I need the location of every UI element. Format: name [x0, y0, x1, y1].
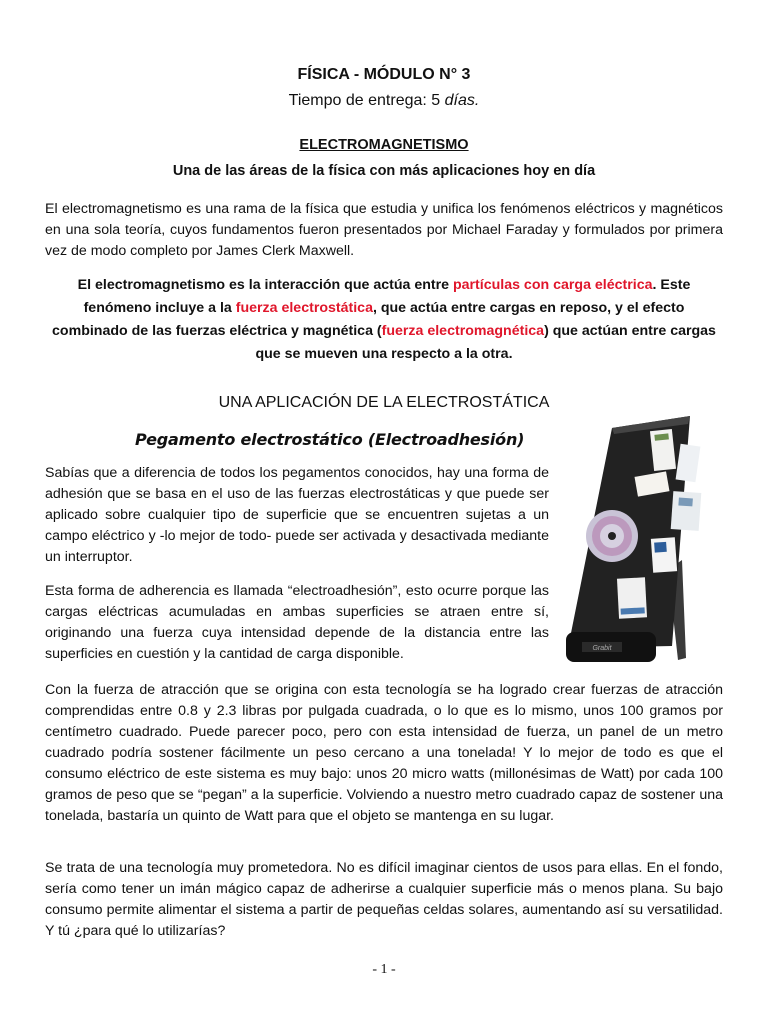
- intro-paragraph: El electromagnetismo es una rama de la física que estudia y unifica los fenómenos eléctricos y magnéticos en una sola teoría, cuyos fundamentos fueron presentados por Michael Faraday y formulados por primera vez de modo completo por James Clerk Maxwell.: [45, 201, 723, 259]
- highlight-electromagnetic-force: fuerza electromagnética: [381, 323, 545, 339]
- section-subtitle: Una de las áreas de la física con más aplicaciones hoy en día: [172, 163, 596, 179]
- highlight-electrostatic-force: fuerza electrostática: [235, 300, 373, 316]
- section-title: ELECTROMAGNETISMO: [299, 137, 469, 153]
- definition-paragraph: [50, 274, 718, 366]
- card-6-stripe: [621, 607, 645, 614]
- business-card-4: [671, 491, 702, 531]
- paragraph-3: Con la fuerza de atracción que se origina con esta tecnología se ha logrado crear fuerzas de atracción comprendidas entre 0.8 y 2.3 libras por pulgada cuadrada, o lo que es lo mismo, unos 100 gramos por centímetro cuadrado. Puede parecer poco, pero con esta intensidad de fuerza, un panel de un metro cuadrado podría sostener fácilmente un peso cercano a una tonelada! Y lo mejor de todo es que el consumo eléctrico de este sistema es muy bajo: unos 20 micro watts (millonésimas de Watt) por cada 100 gramos de peso que se “pegan” a la superficie. Volviendo a nuestro metro cuadrado capaz de sostener una tonelada, bastaría un quinto de Watt para que el objeto se mantenga en su lugar.: [45, 682, 723, 824]
- definition-text-2: . Este fenómeno incluye a la: [83, 277, 691, 316]
- cd-disc-hole: [608, 532, 616, 540]
- page-title: FÍSICA - MÓDULO N° 3: [297, 66, 471, 83]
- definition-text-3: , que actúa entre cargas en reposo, y el efecto combinado de las fuerzas eléctrica y magnética (: [52, 300, 685, 339]
- deadline: [0, 92, 768, 110]
- paragraph-4: Se trata de una tecnología muy prometedora. No es difícil imaginar cientos de usos para ellas. En el fondo, sería como tener un imán mágico capaz de adherirse a cualquier superficie más o menos plana. Su bajo consumo permite alimentar el sistema a partir de pequeñas celdas solares, aumentando así su versatilidad. Y tú ¿para qué lo utilizarías?: [45, 860, 723, 939]
- paragraph-1: Sabías que a diferencia de todos los pegamentos conocidos, hay una forma de adhesión que se basa en el uso de las fuerzas electrostáticas y que puede ser aplicado sobre cualquier tipo de superficie que se encuentren sujetas a un campo eléctrico y -lo mejor de todo- puede ser activada y desactivada mediante un interruptor.: [45, 465, 549, 565]
- base-logo: Grabit: [592, 645, 612, 652]
- highlight-charged-particles: partículas con carga eléctrica: [452, 277, 653, 293]
- definition-text-4: ) que actúan entre cargas que se mueven una respecto a la otra.: [255, 323, 716, 362]
- card-4-logo: [678, 497, 693, 506]
- card-5-logo: [654, 542, 667, 553]
- board-svg: [560, 410, 720, 670]
- electroadhesion-board-illustration: [560, 410, 720, 670]
- page-number: - 1 -: [372, 962, 396, 977]
- deadline-unit: días.: [444, 92, 480, 109]
- definition-text-1: El electromagnetismo es la interacción que actúa entre: [77, 277, 453, 293]
- application-subheading: Pegamento electrostático (Electroadhesión): [135, 430, 525, 449]
- paragraph-2: Esta forma de adherencia es llamada “electroadhesión”, esto ocurre porque las cargas eléctricas acumuladas en ambas superficies se atraen entre sí, originando una fuerza cuya intensidad depende de la distancia entre las superficies en cuestión y la cantidad de carga disponible.: [45, 583, 549, 662]
- application-heading: UNA APLICACIÓN DE LA ELECTROSTÁTICA: [218, 394, 550, 411]
- deadline-prefix: Tiempo de entrega: 5: [288, 92, 445, 109]
